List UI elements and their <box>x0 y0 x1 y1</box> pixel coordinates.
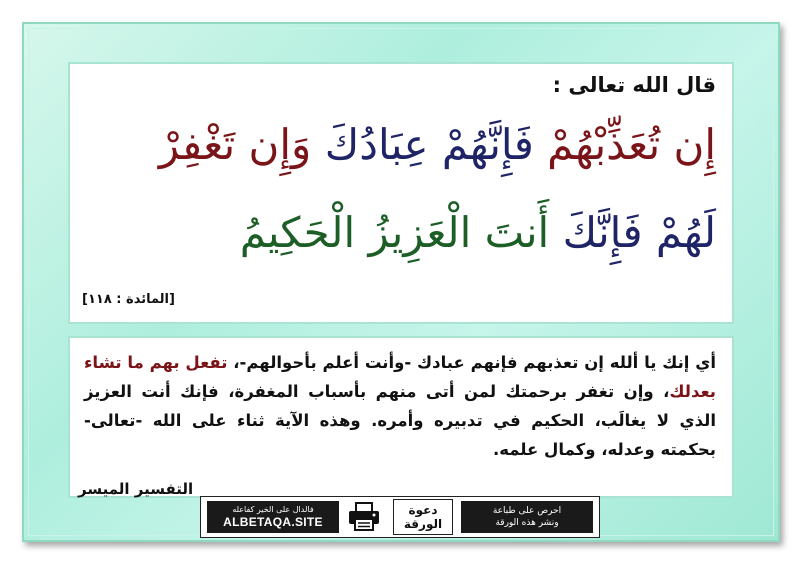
verse-segment: إِن تُعَذِّبْهُمْ <box>533 120 716 169</box>
verse-line-2 <box>96 208 716 258</box>
print-note-line-1: احرص على طباعة <box>492 506 562 516</box>
verse-segment: أَنتَ الْعَزِيزُ الْحَكِيمُ <box>239 208 550 257</box>
tafsir-part: فإنك أنت العزيز الذي لا يغالَب، الحكيم في تدبيره وأمره. وهذه الآية ثناء على الله -تعالى- بحكمته وعدله، وكمال علمه. <box>84 382 716 459</box>
tafsir-part: ، وإن تغفر برحمتك لمن أتى منهم بأسباب المغفرة، <box>218 382 670 401</box>
verse-segment: لَهُمْ <box>642 208 716 257</box>
footer-bar <box>200 496 600 538</box>
intro-text: قال الله تعالى : <box>552 73 716 97</box>
surah-reference: [المائدة : ١١٨] <box>82 292 175 307</box>
verse-segment: فَإِنَّكَ <box>549 208 643 257</box>
footer-site-block <box>207 501 339 533</box>
tafsir-part: أي إنك يا ألله إن تعذبهم فإنهم عبادك -وأنت أعلم بأحوالهم-، <box>227 353 716 372</box>
logo-line-1: دعوة <box>408 503 438 517</box>
tafsir-text <box>84 348 716 464</box>
dawah-logo <box>393 499 453 535</box>
verse-line-1 <box>96 120 716 170</box>
tafsir-source: التفسير الميسر <box>78 480 194 498</box>
print-note-line-2: ونشر هذه الورقة <box>495 518 559 528</box>
footer-hadith: فالدال على الخير كفاعله <box>232 504 314 514</box>
printer-icon <box>347 502 381 532</box>
tafsir-part: تفعل بهم ما تشاء بعدلك <box>84 353 717 401</box>
verse-panel <box>68 62 734 324</box>
footer-print-note <box>461 501 593 533</box>
verse-segment: فَإِنَّهُمْ عِبَادُكَ <box>311 120 534 169</box>
logo-line-2: الورقة <box>403 517 443 531</box>
footer-site-link[interactable]: ALBETAQA.SITE <box>223 514 323 529</box>
verse-segment: وَإِن تَغْفِرْ <box>158 120 312 169</box>
